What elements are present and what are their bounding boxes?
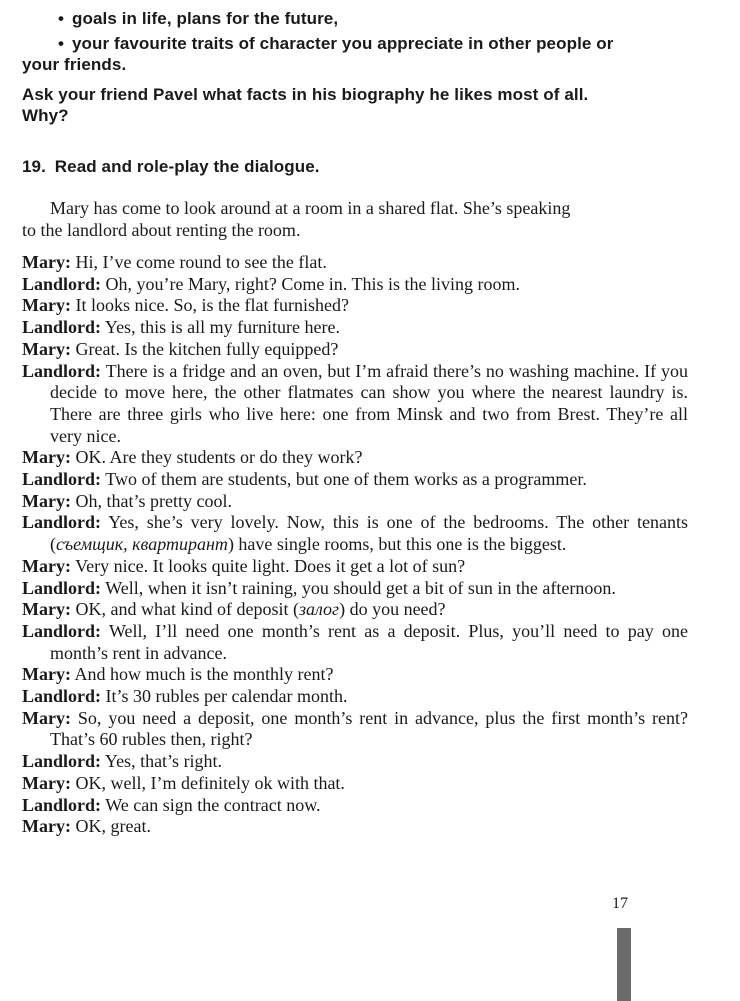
- dialogue-text: Yes, she’s very lovely. Now, this is one of the bedrooms. The other tenants (: [50, 512, 688, 555]
- translation-gloss: съемщик, квартирант: [56, 534, 228, 555]
- dialogue-text: OK. Are they students or do they work?: [75, 447, 363, 468]
- bullet-continuation: your friends.: [22, 55, 127, 74]
- bullet-text: your favourite traits of character you appreciate in other people or: [72, 34, 614, 53]
- dialogue-text: And how much is the monthly rent?: [74, 664, 334, 685]
- dialogue-line: [22, 773, 688, 795]
- speaker-label: Landlord:: [22, 577, 102, 598]
- dialogue-text: OK, and what kind of deposit (: [75, 599, 299, 620]
- dialogue-line: [22, 361, 688, 448]
- bullet-dot: •: [57, 9, 65, 28]
- dialogue-text: Yes, this is all my furniture here.: [104, 317, 341, 338]
- speaker-label: Landlord:: [22, 686, 102, 707]
- ask-task-line: Why?: [22, 106, 69, 125]
- dialogue-line: [22, 469, 688, 491]
- speaker-label: Mary:: [22, 816, 71, 837]
- bullet-item: [22, 8, 722, 30]
- speaker-label: Landlord:: [22, 794, 102, 815]
- speaker-label: Landlord:: [22, 751, 102, 772]
- dialogue-text: OK, well, I’m definitely ok with that.: [75, 772, 345, 793]
- exercise-heading: [22, 156, 688, 178]
- dialogue-line: [22, 664, 688, 686]
- dialogue-line: [22, 512, 688, 555]
- dialogue-text: We can sign the contract now.: [105, 794, 321, 815]
- dialogue-line: [22, 339, 688, 361]
- bullet-dot: •: [57, 34, 65, 53]
- dialogue-line: [22, 556, 688, 578]
- dialogue-text: ) have single rooms, but this one is the biggest.: [227, 534, 567, 555]
- dialogue-text: So, you need a deposit, one month’s rent in advance, plus the first month’s rent? That’s 60 rubles then, right?: [50, 707, 689, 750]
- speaker-label: Landlord:: [22, 273, 102, 294]
- speaker-label: Mary:: [22, 252, 71, 272]
- dialogue-line: [22, 795, 688, 817]
- speaker-label: Landlord:: [22, 469, 102, 490]
- dialogue-text: Well, I’ll need one month’s rent as a deposit. Plus, you’ll need to pay one month’s rent in advance.: [50, 620, 688, 663]
- translation-gloss: залог: [298, 599, 340, 620]
- speaker-label: Mary:: [22, 295, 71, 316]
- dialogue-text: ) do you need?: [339, 599, 446, 620]
- dialogue-text: Well, when it isn’t raining, you should get a bit of sun in the afternoon.: [105, 577, 616, 598]
- page-number: 17: [612, 895, 628, 912]
- dialogue-line: [22, 751, 688, 773]
- speaker-label: Mary:: [22, 490, 71, 511]
- page-edge-tab: [617, 928, 631, 1001]
- dialogue-line: [22, 491, 688, 513]
- dialogue-text: Oh, that’s pretty cool.: [75, 490, 232, 511]
- dialogue-text: There is a fridge and an oven, but I’m afraid there’s no washing machine. If you decide to move here, the other flatmates can show you where the nearest laundry is. There are three girls who live here: one from Minsk and two from Brest. They’re all very nice.: [50, 360, 688, 446]
- speaker-label: Landlord:: [22, 620, 102, 641]
- exercise-number: 19.: [22, 157, 46, 176]
- speaker-label: Landlord:: [22, 360, 102, 381]
- dialogue: [22, 252, 688, 838]
- speaker-label: Mary:: [22, 707, 71, 728]
- speaker-label: Landlord:: [22, 512, 102, 533]
- exercise-title: Read and role-play the dialogue.: [54, 157, 320, 176]
- speaker-label: Mary:: [22, 447, 71, 468]
- dialogue-text: Two of them are students, but one of them works as a programmer.: [105, 469, 587, 490]
- dialogue-line: [22, 621, 688, 664]
- dialogue-line: [22, 599, 688, 621]
- dialogue-line: [22, 686, 688, 708]
- dialogue-line: [22, 447, 688, 469]
- speaker-label: Mary:: [22, 772, 71, 793]
- dialogue-line: [22, 816, 688, 838]
- dialogue-text: It’s 30 rubles per calendar month.: [105, 686, 348, 707]
- dialogue-line: [22, 708, 688, 751]
- dialogue-text: OK, great.: [75, 816, 151, 837]
- dialogue-text: It looks nice. So, is the flat furnished?: [75, 295, 349, 316]
- intro-line: Mary has come to look around at a room in a shared flat. She’s speaking: [50, 198, 571, 218]
- dialogue-text: Yes, that’s right.: [104, 751, 223, 772]
- intro-line: to the landlord about renting the room.: [22, 219, 301, 240]
- dialogue-line: [22, 578, 688, 600]
- dialogue-text: Very nice. It looks quite light. Does it get a lot of sun?: [75, 555, 466, 576]
- speaker-label: Mary:: [22, 338, 71, 359]
- dialogue-text: Great. Is the kitchen fully equipped?: [75, 338, 339, 359]
- dialogue-line: [22, 295, 688, 317]
- dialogue-text: Hi, I’ve come round to see the flat.: [75, 252, 327, 272]
- dialogue-line: [22, 317, 688, 339]
- ask-task-line: Ask your friend Pavel what facts in his biography he likes most of all.: [22, 85, 589, 104]
- speaker-label: Mary:: [22, 664, 71, 685]
- intro-paragraph: [22, 198, 688, 241]
- bullet-text: goals in life, plans for the future,: [72, 9, 339, 28]
- ask-task: [22, 84, 722, 126]
- dialogue-line: [22, 274, 688, 296]
- dialogue-text: Oh, you’re Mary, right? Come in. This is the living room.: [105, 273, 520, 294]
- speaker-label: Mary:: [22, 599, 71, 620]
- bullet-item: [22, 33, 722, 55]
- speaker-label: Mary:: [22, 555, 71, 576]
- dialogue-line: [22, 252, 688, 274]
- speaker-label: Landlord:: [22, 317, 102, 338]
